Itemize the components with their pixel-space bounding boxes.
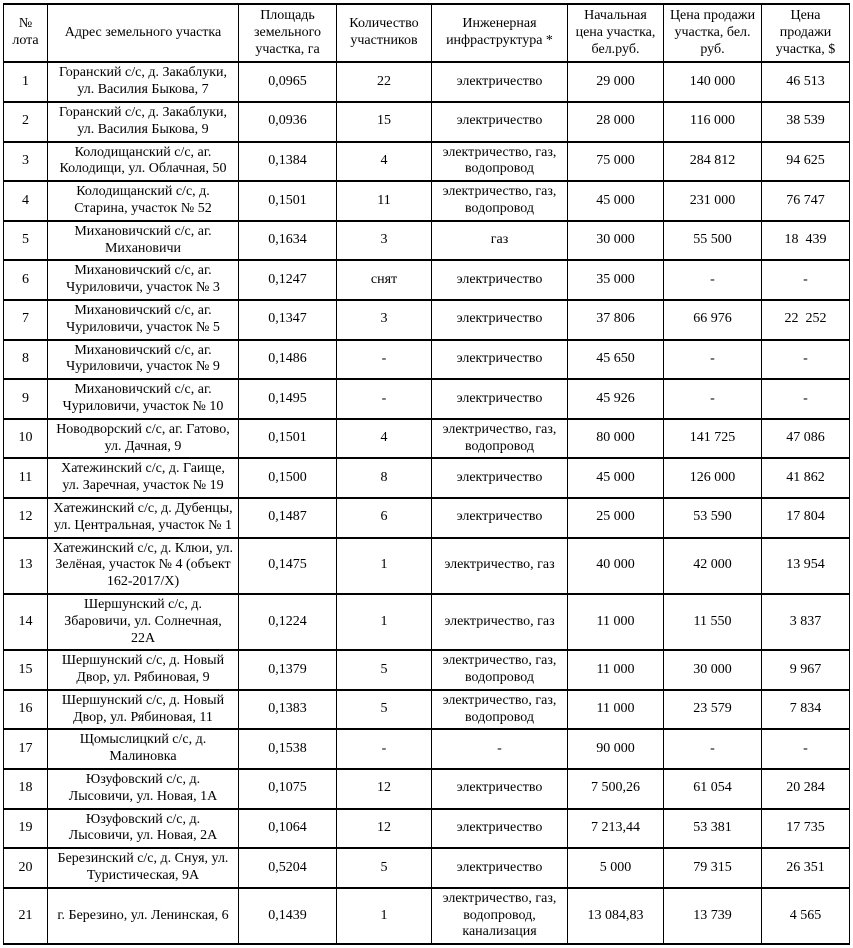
cell-start_price_byn: 13 084,83 bbox=[568, 888, 664, 944]
cell-area_ha: 0,1224 bbox=[239, 594, 337, 650]
cell-area_ha: 0,1379 bbox=[239, 650, 337, 690]
cell-lot: 10 bbox=[4, 419, 48, 459]
cell-sale_price_byn: - bbox=[664, 379, 762, 419]
cell-start_price_byn: 11 000 bbox=[568, 690, 664, 730]
cell-start_price_byn: 29 000 bbox=[568, 62, 664, 102]
cell-lot: 4 bbox=[4, 181, 48, 221]
cell-start_price_byn: 30 000 bbox=[568, 221, 664, 261]
cell-participants: - bbox=[337, 729, 432, 769]
cell-sale_price_usd: 94 625 bbox=[762, 142, 850, 182]
cell-area_ha: 0,1500 bbox=[239, 458, 337, 498]
cell-infrastructure: электричество, газ, водопровод bbox=[432, 142, 568, 182]
cell-infrastructure: электричество bbox=[432, 458, 568, 498]
cell-lot: 9 bbox=[4, 379, 48, 419]
cell-infrastructure: электричество bbox=[432, 62, 568, 102]
cell-address: Новодворский с/с, аг. Гатово, ул. Дачная, 9 bbox=[48, 419, 239, 459]
cell-address: Юзуфовский с/с, д. Лысовичи, ул. Новая, 1А bbox=[48, 769, 239, 809]
cell-sale_price_byn: - bbox=[664, 340, 762, 380]
cell-start_price_byn: 75 000 bbox=[568, 142, 664, 182]
table-row bbox=[4, 888, 850, 944]
cell-sale_price_byn: 13 739 bbox=[664, 888, 762, 944]
cell-sale_price_byn: - bbox=[664, 729, 762, 769]
cell-sale_price_usd: - bbox=[762, 729, 850, 769]
cell-infrastructure: электричество bbox=[432, 848, 568, 888]
cell-address: Шершунский с/с, д. Новый Двор, ул. Рябиновая, 11 bbox=[48, 690, 239, 730]
table-row bbox=[4, 379, 850, 419]
cell-start_price_byn: 25 000 bbox=[568, 498, 664, 538]
cell-sale_price_usd: 22 252 bbox=[762, 300, 850, 340]
cell-sale_price_byn: 116 000 bbox=[664, 102, 762, 142]
cell-infrastructure: электричество, газ bbox=[432, 594, 568, 650]
column-header-lot: № лота bbox=[4, 4, 48, 62]
cell-participants: 12 bbox=[337, 769, 432, 809]
cell-address: Михановичский с/с, аг. Чуриловичи, участок № 5 bbox=[48, 300, 239, 340]
cell-start_price_byn: 80 000 bbox=[568, 419, 664, 459]
cell-lot: 2 bbox=[4, 102, 48, 142]
cell-infrastructure: - bbox=[432, 729, 568, 769]
cell-area_ha: 0,1384 bbox=[239, 142, 337, 182]
cell-sale_price_usd: 13 954 bbox=[762, 538, 850, 594]
cell-address: Хатежинский с/с, д. Клюи, ул. Зелёная, участок № 4 (объект 162-2017/Х) bbox=[48, 538, 239, 594]
header-row bbox=[4, 4, 850, 62]
cell-sale_price_usd: - bbox=[762, 260, 850, 300]
cell-area_ha: 0,1486 bbox=[239, 340, 337, 380]
column-header-start_price_byn: Начальная цена участка, бел.руб. bbox=[568, 4, 664, 62]
cell-participants: 6 bbox=[337, 498, 432, 538]
cell-infrastructure: электричество bbox=[432, 260, 568, 300]
cell-participants: 15 bbox=[337, 102, 432, 142]
cell-start_price_byn: 37 806 bbox=[568, 300, 664, 340]
cell-lot: 3 bbox=[4, 142, 48, 182]
cell-area_ha: 0,1538 bbox=[239, 729, 337, 769]
cell-start_price_byn: 5 000 bbox=[568, 848, 664, 888]
cell-area_ha: 0,1064 bbox=[239, 809, 337, 849]
cell-sale_price_usd: 4 565 bbox=[762, 888, 850, 944]
cell-sale_price_usd: - bbox=[762, 340, 850, 380]
table-row bbox=[4, 594, 850, 650]
table-row bbox=[4, 538, 850, 594]
cell-address: Щомыслицкий с/с, д. Малиновка bbox=[48, 729, 239, 769]
cell-sale_price_usd: 41 862 bbox=[762, 458, 850, 498]
cell-sale_price_usd: 46 513 bbox=[762, 62, 850, 102]
cell-address: Горанский с/с, д. Закаблуки, ул. Василия Быкова, 9 bbox=[48, 102, 239, 142]
cell-lot: 8 bbox=[4, 340, 48, 380]
lots-table-body bbox=[4, 62, 850, 944]
cell-address: Юзуфовский с/с, д. Лысовичи, ул. Новая, 2А bbox=[48, 809, 239, 849]
cell-lot: 11 bbox=[4, 458, 48, 498]
table-row bbox=[4, 419, 850, 459]
table-row bbox=[4, 769, 850, 809]
cell-address: Колодищанский с/с, д. Старина, участок № 52 bbox=[48, 181, 239, 221]
cell-participants: 1 bbox=[337, 888, 432, 944]
cell-participants: 12 bbox=[337, 809, 432, 849]
cell-area_ha: 0,1075 bbox=[239, 769, 337, 809]
cell-infrastructure: электричество bbox=[432, 102, 568, 142]
cell-address: Хатежинский с/с, д. Гаище, ул. Заречная, участок № 19 bbox=[48, 458, 239, 498]
cell-participants: - bbox=[337, 379, 432, 419]
cell-sale_price_byn: 61 054 bbox=[664, 769, 762, 809]
cell-area_ha: 0,1495 bbox=[239, 379, 337, 419]
column-header-area_ha: Площадь земельного участка, га bbox=[239, 4, 337, 62]
cell-sale_price_usd: 38 539 bbox=[762, 102, 850, 142]
cell-infrastructure: электричество, газ, водопровод bbox=[432, 650, 568, 690]
cell-area_ha: 0,1501 bbox=[239, 419, 337, 459]
cell-sale_price_usd: - bbox=[762, 379, 850, 419]
cell-participants: - bbox=[337, 340, 432, 380]
cell-infrastructure: электричество, газ bbox=[432, 538, 568, 594]
cell-participants: 11 bbox=[337, 181, 432, 221]
cell-sale_price_usd: 18 439 bbox=[762, 221, 850, 261]
column-header-address: Адрес земельного участка bbox=[48, 4, 239, 62]
cell-participants: 3 bbox=[337, 221, 432, 261]
cell-address: Михановичский с/с, аг. Чуриловичи, участок № 3 bbox=[48, 260, 239, 300]
cell-address: Шершунский с/с, д. Збаровичи, ул. Солнечная, 22А bbox=[48, 594, 239, 650]
cell-lot: 15 bbox=[4, 650, 48, 690]
cell-sale_price_byn: 66 976 bbox=[664, 300, 762, 340]
table-row bbox=[4, 260, 850, 300]
cell-sale_price_byn: 126 000 bbox=[664, 458, 762, 498]
cell-area_ha: 0,5204 bbox=[239, 848, 337, 888]
cell-sale_price_byn: 284 812 bbox=[664, 142, 762, 182]
cell-start_price_byn: 45 000 bbox=[568, 181, 664, 221]
cell-lot: 6 bbox=[4, 260, 48, 300]
cell-participants: 8 bbox=[337, 458, 432, 498]
cell-sale_price_usd: 17 804 bbox=[762, 498, 850, 538]
cell-participants: 1 bbox=[337, 538, 432, 594]
cell-lot: 21 bbox=[4, 888, 48, 944]
cell-sale_price_usd: 17 735 bbox=[762, 809, 850, 849]
cell-infrastructure: электричество, газ, водопровод bbox=[432, 690, 568, 730]
cell-address: Колодищанский с/с, аг. Колодищи, ул. Облачная, 50 bbox=[48, 142, 239, 182]
cell-infrastructure: электричество, газ, водопровод bbox=[432, 419, 568, 459]
cell-start_price_byn: 45 926 bbox=[568, 379, 664, 419]
cell-sale_price_byn: 53 381 bbox=[664, 809, 762, 849]
cell-sale_price_byn: 55 500 bbox=[664, 221, 762, 261]
cell-infrastructure: электричество bbox=[432, 769, 568, 809]
cell-address: Горанский с/с, д. Закаблуки, ул. Василия Быкова, 7 bbox=[48, 62, 239, 102]
cell-sale_price_byn: 140 000 bbox=[664, 62, 762, 102]
cell-lot: 12 bbox=[4, 498, 48, 538]
table-row bbox=[4, 458, 850, 498]
table-row bbox=[4, 142, 850, 182]
column-header-sale_price_byn: Цена продажи участка, бел. руб. bbox=[664, 4, 762, 62]
cell-lot: 20 bbox=[4, 848, 48, 888]
cell-infrastructure: электричество bbox=[432, 809, 568, 849]
land-lots-table bbox=[3, 3, 850, 945]
cell-sale_price_byn: 11 550 bbox=[664, 594, 762, 650]
cell-sale_price_byn: 231 000 bbox=[664, 181, 762, 221]
cell-start_price_byn: 11 000 bbox=[568, 650, 664, 690]
cell-lot: 1 bbox=[4, 62, 48, 102]
cell-lot: 14 bbox=[4, 594, 48, 650]
cell-participants: 5 bbox=[337, 650, 432, 690]
cell-start_price_byn: 90 000 bbox=[568, 729, 664, 769]
cell-sale_price_usd: 26 351 bbox=[762, 848, 850, 888]
cell-participants: 5 bbox=[337, 690, 432, 730]
cell-start_price_byn: 45 650 bbox=[568, 340, 664, 380]
cell-area_ha: 0,1247 bbox=[239, 260, 337, 300]
cell-sale_price_usd: 9 967 bbox=[762, 650, 850, 690]
cell-sale_price_byn: 30 000 bbox=[664, 650, 762, 690]
cell-address: Шершунский с/с, д. Новый Двор, ул. Рябиновая, 9 bbox=[48, 650, 239, 690]
cell-start_price_byn: 45 000 bbox=[568, 458, 664, 498]
cell-start_price_byn: 7 213,44 bbox=[568, 809, 664, 849]
cell-sale_price_usd: 76 747 bbox=[762, 181, 850, 221]
column-header-participants: Количество участников bbox=[337, 4, 432, 62]
table-row bbox=[4, 650, 850, 690]
table-row bbox=[4, 300, 850, 340]
table-row bbox=[4, 221, 850, 261]
cell-sale_price_byn: 79 315 bbox=[664, 848, 762, 888]
cell-infrastructure: электричество bbox=[432, 300, 568, 340]
cell-participants: 3 bbox=[337, 300, 432, 340]
cell-infrastructure: электричество bbox=[432, 379, 568, 419]
cell-sale_price_byn: 42 000 bbox=[664, 538, 762, 594]
cell-sale_price_usd: 7 834 bbox=[762, 690, 850, 730]
cell-address: г. Березино, ул. Ленинская, 6 bbox=[48, 888, 239, 944]
cell-infrastructure: электричество bbox=[432, 498, 568, 538]
cell-participants: 22 bbox=[337, 62, 432, 102]
cell-area_ha: 0,1439 bbox=[239, 888, 337, 944]
cell-start_price_byn: 35 000 bbox=[568, 260, 664, 300]
cell-participants: 4 bbox=[337, 142, 432, 182]
cell-sale_price_usd: 47 086 bbox=[762, 419, 850, 459]
cell-sale_price_byn: 53 590 bbox=[664, 498, 762, 538]
table-row bbox=[4, 340, 850, 380]
cell-infrastructure: электричество, газ, водопровод, канализация bbox=[432, 888, 568, 944]
cell-address: Михановичский с/с, аг. Чуриловичи, участок № 10 bbox=[48, 379, 239, 419]
cell-address: Хатежинский с/с, д. Дубенцы, ул. Центральная, участок № 1 bbox=[48, 498, 239, 538]
table-row bbox=[4, 102, 850, 142]
cell-area_ha: 0,0936 bbox=[239, 102, 337, 142]
cell-infrastructure: электричество, газ, водопровод bbox=[432, 181, 568, 221]
cell-area_ha: 0,1487 bbox=[239, 498, 337, 538]
cell-sale_price_byn: 23 579 bbox=[664, 690, 762, 730]
cell-lot: 5 bbox=[4, 221, 48, 261]
cell-lot: 19 bbox=[4, 809, 48, 849]
cell-lot: 7 bbox=[4, 300, 48, 340]
cell-area_ha: 0,1383 bbox=[239, 690, 337, 730]
cell-lot: 17 bbox=[4, 729, 48, 769]
cell-area_ha: 0,1347 bbox=[239, 300, 337, 340]
cell-lot: 13 bbox=[4, 538, 48, 594]
table-row bbox=[4, 62, 850, 102]
cell-lot: 16 bbox=[4, 690, 48, 730]
cell-participants: 1 bbox=[337, 594, 432, 650]
cell-area_ha: 0,1501 bbox=[239, 181, 337, 221]
table-row bbox=[4, 809, 850, 849]
cell-lot: 18 bbox=[4, 769, 48, 809]
table-row bbox=[4, 181, 850, 221]
cell-start_price_byn: 7 500,26 bbox=[568, 769, 664, 809]
cell-sale_price_usd: 20 284 bbox=[762, 769, 850, 809]
cell-area_ha: 0,0965 bbox=[239, 62, 337, 102]
cell-address: Михановичский с/с, аг. Чуриловичи, участок № 9 bbox=[48, 340, 239, 380]
cell-sale_price_byn: 141 725 bbox=[664, 419, 762, 459]
cell-infrastructure: газ bbox=[432, 221, 568, 261]
cell-area_ha: 0,1475 bbox=[239, 538, 337, 594]
cell-address: Березинский с/с, д. Снуя, ул. Туристическая, 9А bbox=[48, 848, 239, 888]
cell-start_price_byn: 11 000 bbox=[568, 594, 664, 650]
cell-sale_price_usd: 3 837 bbox=[762, 594, 850, 650]
cell-area_ha: 0,1634 bbox=[239, 221, 337, 261]
table-row bbox=[4, 498, 850, 538]
cell-participants: 4 bbox=[337, 419, 432, 459]
cell-start_price_byn: 40 000 bbox=[568, 538, 664, 594]
column-header-infrastructure: Инженерная инфраструктура * bbox=[432, 4, 568, 62]
table-row bbox=[4, 848, 850, 888]
table-row bbox=[4, 729, 850, 769]
table-row bbox=[4, 690, 850, 730]
cell-participants: снят bbox=[337, 260, 432, 300]
cell-infrastructure: электричество bbox=[432, 340, 568, 380]
cell-participants: 5 bbox=[337, 848, 432, 888]
cell-address: Михановичский с/с, аг. Михановичи bbox=[48, 221, 239, 261]
cell-sale_price_byn: - bbox=[664, 260, 762, 300]
column-header-sale_price_usd: Цена продажи участка, $ bbox=[762, 4, 850, 62]
cell-start_price_byn: 28 000 bbox=[568, 102, 664, 142]
